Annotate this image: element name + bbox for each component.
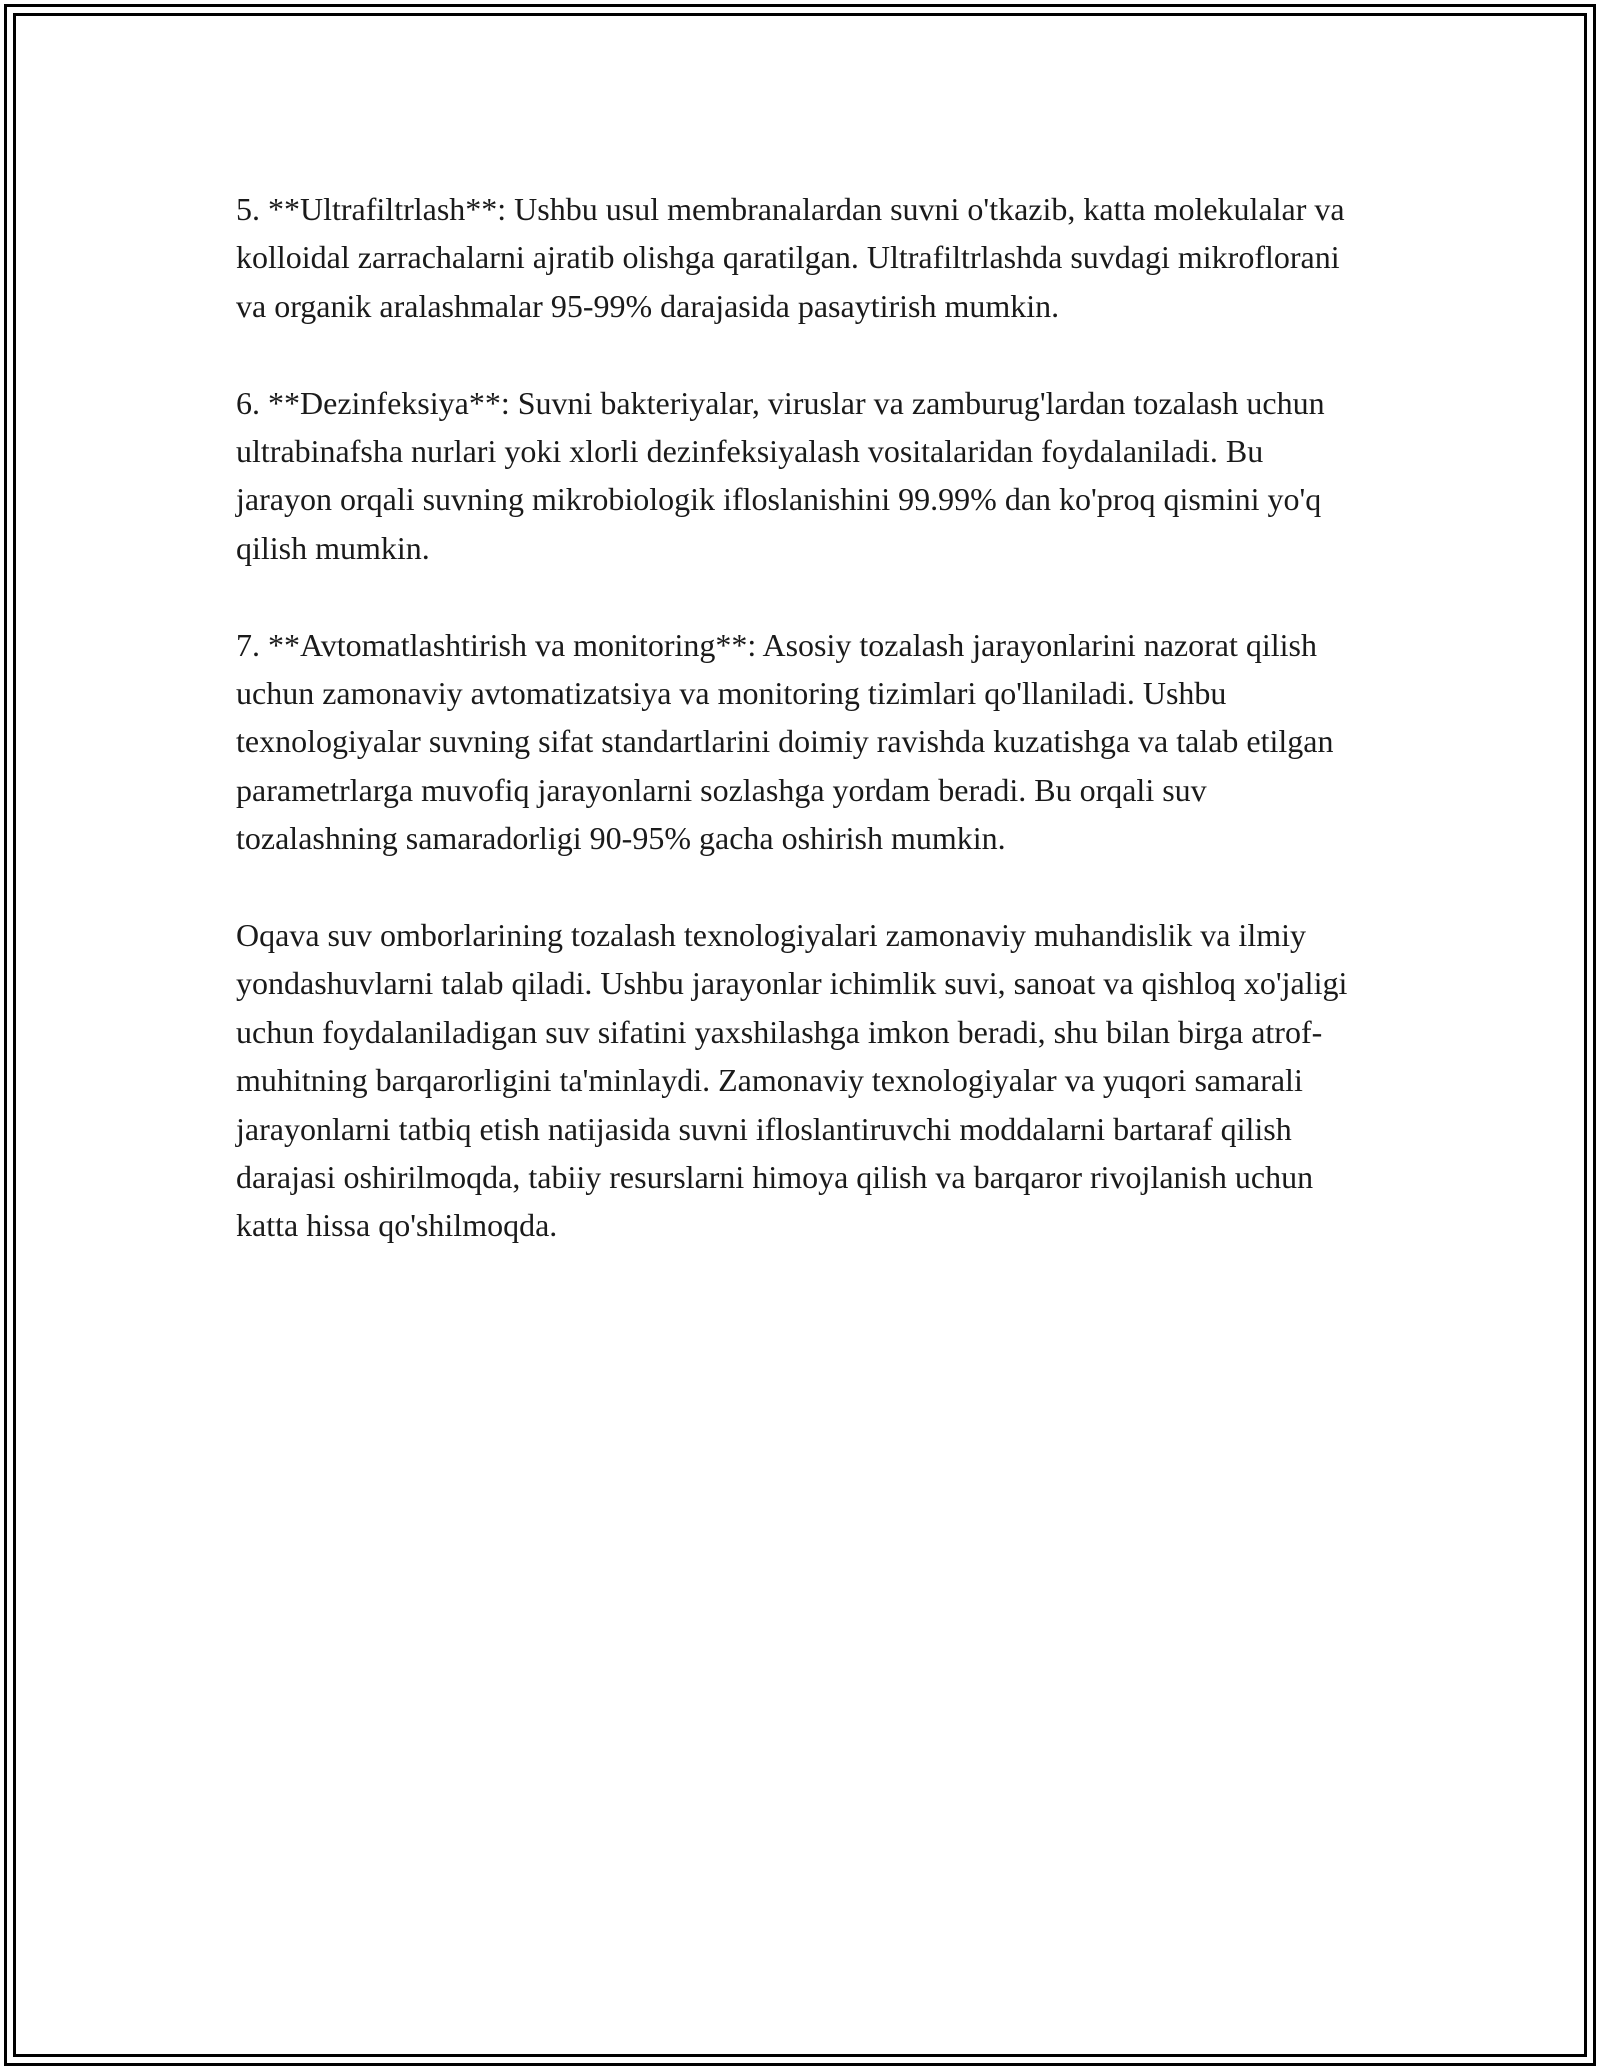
- paragraph-ultrafiltration: 5. **Ultrafiltrlash**: Ushbu usul membranalardan suvni o'tkazib, katta molekulalar va kolloidal zarrachalarni ajratib olishga qaratilgan. Ultrafiltrlashda suvdagi mikroflorani va organik aralashmalar 95-99% darajasida pasaytirish mumkin.: [236, 191, 1345, 324]
- paragraph-conclusion: Oqava suv omborlarining tozalash texnologiyalari zamonaviy muhandislik va ilmiy yondashuvlarni talab qiladi. Ushbu jarayonlar ichimlik suvi, sanoat va qishloq xo'jaligi uchun foydalaniladigan suv sifatini yaxshilashga imkon beradi, shu bilan birga atrof-muhitning barqarorligini ta'minlaydi. Zamonaviy texnologiyalar va yuqori samarali jarayonlarni tatbiq etish natijasida suvni ifloslantiruvchi moddalarni bartaraf qilish darajasi oshirilmoqda, tabiiy resurslarni himoya qilish va barqaror rivojlanish uchun katta hissa qo'shilmoqda.: [236, 917, 1348, 1244]
- document-body: [236, 185, 1366, 1250]
- paragraph-disinfection: 6. **Dezinfeksiya**: Suvni bakteriyalar, viruslar va zamburug'lardan tozalash uchun ultrabinafsha nurlari yoki xlorli dezinfeksiyalash vositalaridan foydalaniladi. Bu jarayon orqali suvning mikrobiologik ifloslanishini 99.99% dan ko'proq qismini yo'q qilish mumkin.: [236, 384, 1325, 566]
- paragraph-automation-monitoring: 7. **Avtomatlashtirish va monitoring**: Asosiy tozalash jarayonlarini nazorat qilish uchun zamonaviy avtomatizatsiya va monitoring tizimlari qo'llaniladi. Ushbu texnologiyalar suvning sifat standartlarini doimiy ravishda kuzatishga va talab etilgan parametrlarga muvofiq jarayonlarni sozlashga yordam beradi. Bu orqali suv tozalashning samaradorligi 90-95% gacha oshirish mumkin.: [236, 626, 1334, 857]
